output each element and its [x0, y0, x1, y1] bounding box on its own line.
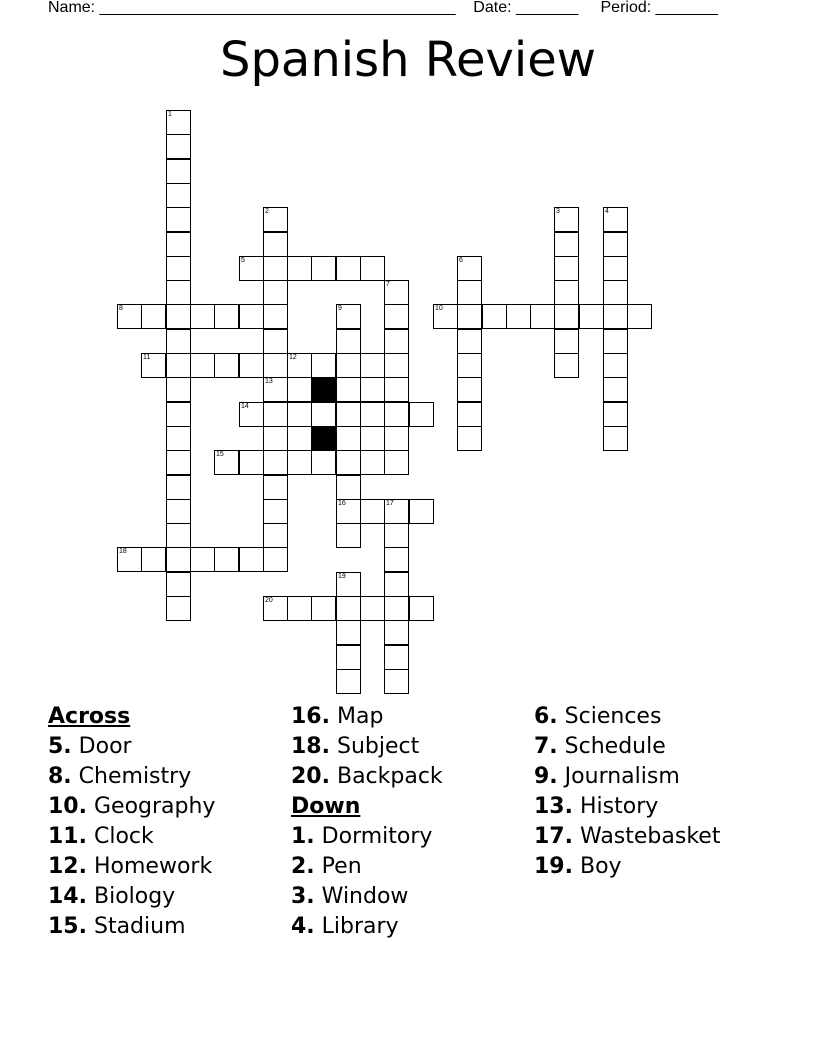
clue-text: Window: [321, 884, 409, 909]
clue-item: [48, 882, 215, 912]
clue-text: Dormitory: [321, 824, 433, 849]
grid-cell[interactable]: [336, 304, 361, 329]
clue-number: 13.: [534, 794, 573, 819]
clue-text: History: [579, 794, 659, 819]
grid-cell[interactable]: [263, 256, 288, 281]
grid-cell[interactable]: [336, 475, 361, 500]
grid-cell[interactable]: [603, 377, 628, 402]
grid-cell[interactable]: [287, 353, 312, 378]
grid-cell[interactable]: [336, 450, 361, 475]
clue-column-3: [534, 702, 720, 882]
grid-cell[interactable]: [384, 499, 409, 524]
grid-cell[interactable]: [263, 499, 288, 524]
clue-number-label: 10: [435, 305, 443, 312]
down-heading: Down: [291, 794, 361, 819]
grid-cell[interactable]: [360, 499, 385, 524]
grid-cell[interactable]: [311, 256, 336, 281]
clue-number-label: 3: [556, 208, 560, 215]
grid-cell[interactable]: [360, 353, 385, 378]
clue-number-label: 6: [459, 257, 463, 264]
clue-number: 16.: [291, 704, 330, 729]
grid-cell[interactable]: [287, 377, 312, 402]
clue-item: [48, 792, 215, 822]
grid-cell[interactable]: [166, 450, 191, 475]
page-title: Spanish Review: [219, 32, 597, 88]
clue-text: Journalism: [564, 764, 680, 789]
grid-cell[interactable]: [384, 620, 409, 645]
clue-number: 20.: [291, 764, 330, 789]
clue-number-label: 14: [241, 403, 249, 410]
clue-item: [48, 762, 215, 792]
clue-number: 3.: [291, 884, 315, 909]
grid-cell[interactable]: [457, 426, 482, 451]
grid-cell[interactable]: [336, 620, 361, 645]
clue-text: Homework: [93, 854, 213, 879]
grid-cell[interactable]: [603, 402, 628, 427]
grid-cell[interactable]: [603, 329, 628, 354]
grid-cell[interactable]: [360, 450, 385, 475]
clue-item: [534, 732, 720, 762]
grid-cell[interactable]: [166, 499, 191, 524]
grid-cell[interactable]: [263, 547, 288, 572]
clue-number: 10.: [48, 794, 87, 819]
grid-cell[interactable]: [263, 596, 288, 621]
grid-cell[interactable]: [190, 547, 215, 572]
grid-cell[interactable]: [166, 134, 191, 159]
grid-cell[interactable]: [603, 426, 628, 451]
grid-cell[interactable]: [384, 329, 409, 354]
grid-cell[interactable]: [384, 377, 409, 402]
clue-text: Backpack: [336, 764, 443, 789]
clue-number-label: 4: [605, 208, 609, 215]
grid-cell[interactable]: [166, 475, 191, 500]
grid-cell[interactable]: [603, 280, 628, 305]
grid-cell[interactable]: [457, 402, 482, 427]
clue-number-label: 9: [338, 305, 342, 312]
grid-cell[interactable]: [166, 377, 191, 402]
clue-number: 11.: [48, 824, 87, 849]
clue-text: Sciences: [564, 704, 662, 729]
grid-cell[interactable]: [263, 377, 288, 402]
grid-cell[interactable]: [190, 353, 215, 378]
clue-number: 1.: [291, 824, 315, 849]
black-square: [311, 426, 336, 451]
clue-text: Boy: [579, 854, 622, 879]
clue-number: 18.: [291, 734, 330, 759]
clue-item: [291, 702, 443, 732]
grid-cell[interactable]: [409, 596, 434, 621]
grid-cell[interactable]: [603, 304, 628, 329]
clue-item: [291, 882, 443, 912]
grid-cell[interactable]: [214, 353, 239, 378]
grid-cell[interactable]: [336, 256, 361, 281]
clue-item: [48, 852, 215, 882]
clue-item: [48, 822, 215, 852]
clue-number-label: 18: [119, 548, 127, 555]
clue-number: 12.: [48, 854, 87, 879]
grid-cell[interactable]: [603, 353, 628, 378]
grid-cell[interactable]: [627, 304, 652, 329]
clue-item: [534, 762, 720, 792]
grid-cell[interactable]: [336, 402, 361, 427]
grid-cell[interactable]: [457, 329, 482, 354]
grid-cell[interactable]: [360, 256, 385, 281]
grid-cell[interactable]: [384, 596, 409, 621]
grid-cell[interactable]: [554, 353, 579, 378]
grid-cell[interactable]: [263, 353, 288, 378]
grid-cell[interactable]: [554, 304, 579, 329]
grid-cell[interactable]: [214, 450, 239, 475]
grid-cell[interactable]: [287, 402, 312, 427]
grid-cell[interactable]: [554, 256, 579, 281]
clue-text: Pen: [321, 854, 362, 879]
grid-cell[interactable]: [336, 329, 361, 354]
grid-cell[interactable]: [336, 499, 361, 524]
grid-cell[interactable]: [384, 572, 409, 597]
clue-number-label: 20: [265, 597, 273, 604]
grid-cell[interactable]: [287, 450, 312, 475]
clue-column-1: [48, 702, 215, 942]
grid-cell[interactable]: [336, 353, 361, 378]
grid-cell[interactable]: [190, 304, 215, 329]
clue-text: Library: [321, 914, 399, 939]
grid-cell[interactable]: [336, 523, 361, 548]
clue-number: 9.: [534, 764, 558, 789]
grid-cell[interactable]: [166, 596, 191, 621]
clue-number: 8.: [48, 764, 72, 789]
clue-number-label: 12: [289, 354, 297, 361]
grid-cell[interactable]: [457, 377, 482, 402]
grid-cell[interactable]: [287, 596, 312, 621]
grid-cell[interactable]: [263, 207, 288, 232]
clue-number: 6.: [534, 704, 558, 729]
clue-item: [534, 822, 720, 852]
clue-item: [291, 732, 443, 762]
clue-text: Schedule: [564, 734, 666, 759]
clue-item: [291, 852, 443, 882]
clue-text: Stadium: [93, 914, 186, 939]
grid-cell[interactable]: [311, 402, 336, 427]
grid-cell[interactable]: [336, 645, 361, 670]
clue-text: Door: [78, 734, 132, 759]
grid-cell[interactable]: [336, 596, 361, 621]
clue-text: Wastebasket: [579, 824, 721, 849]
grid-cell[interactable]: [263, 280, 288, 305]
grid-cell[interactable]: [239, 547, 264, 572]
clue-number-label: 11: [143, 354, 151, 361]
grid-cell[interactable]: [384, 645, 409, 670]
grid-cell[interactable]: [263, 523, 288, 548]
grid-cell[interactable]: [166, 329, 191, 354]
clue-text: Clock: [93, 824, 154, 849]
grid-cell[interactable]: [263, 402, 288, 427]
grid-cell[interactable]: [166, 232, 191, 257]
grid-cell[interactable]: [239, 402, 264, 427]
grid-cell[interactable]: [166, 426, 191, 451]
grid-cell[interactable]: [239, 353, 264, 378]
grid-cell[interactable]: [117, 547, 142, 572]
clue-number-label: 15: [216, 451, 224, 458]
clue-number: 2.: [291, 854, 315, 879]
grid-cell[interactable]: [579, 304, 604, 329]
clue-number: 17.: [534, 824, 573, 849]
grid-cell[interactable]: [239, 256, 264, 281]
grid-cell[interactable]: [384, 669, 409, 694]
grid-cell[interactable]: [117, 304, 142, 329]
grid-cell[interactable]: [311, 596, 336, 621]
clue-number: 4.: [291, 914, 315, 939]
grid-cell[interactable]: [166, 183, 191, 208]
clue-item: [534, 852, 720, 882]
grid-cell[interactable]: [263, 329, 288, 354]
grid-cell[interactable]: [263, 426, 288, 451]
grid-cell[interactable]: [166, 110, 191, 135]
grid-cell[interactable]: [166, 159, 191, 184]
clue-number: 5.: [48, 734, 72, 759]
grid-cell[interactable]: [214, 304, 239, 329]
clue-item: [534, 702, 720, 732]
clue-number-label: 19: [338, 573, 346, 580]
grid-cell[interactable]: [336, 669, 361, 694]
grid-cell[interactable]: [311, 450, 336, 475]
grid-cell[interactable]: [482, 304, 507, 329]
grid-cell[interactable]: [384, 547, 409, 572]
clue-number-label: 17: [386, 500, 394, 507]
clue-column-2: [291, 702, 443, 942]
clue-number: 19.: [534, 854, 573, 879]
grid-cell[interactable]: [214, 547, 239, 572]
clue-number-label: 2: [265, 208, 269, 215]
clue-text: Biology: [93, 884, 176, 909]
grid-cell[interactable]: [166, 353, 191, 378]
clue-number-label: 16: [338, 500, 346, 507]
grid-cell[interactable]: [166, 280, 191, 305]
clue-number-label: 5: [241, 257, 245, 264]
grid-cell[interactable]: [603, 256, 628, 281]
clue-text: Map: [336, 704, 384, 729]
grid-cell[interactable]: [141, 353, 166, 378]
grid-cell[interactable]: [554, 280, 579, 305]
across-heading: Across: [48, 704, 131, 729]
clue-number-label: 7: [386, 281, 390, 288]
grid-cell[interactable]: [384, 450, 409, 475]
grid-cell[interactable]: [360, 596, 385, 621]
grid-cell[interactable]: [384, 523, 409, 548]
clue-item: [48, 732, 215, 762]
clue-item: [291, 912, 443, 942]
grid-cell[interactable]: [166, 402, 191, 427]
grid-cell[interactable]: [384, 304, 409, 329]
grid-cell[interactable]: [409, 402, 434, 427]
grid-cell[interactable]: [554, 329, 579, 354]
grid-cell[interactable]: [311, 353, 336, 378]
clue-number-label: 8: [119, 305, 123, 312]
grid-cell[interactable]: [263, 232, 288, 257]
clue-number: 14.: [48, 884, 87, 909]
grid-cell[interactable]: [141, 547, 166, 572]
grid-cell[interactable]: [263, 304, 288, 329]
grid-cell[interactable]: [239, 450, 264, 475]
clue-item: [48, 912, 215, 942]
clue-text: Geography: [93, 794, 216, 819]
grid-cell[interactable]: [263, 475, 288, 500]
clue-item: [534, 792, 720, 822]
grid-cell[interactable]: [360, 402, 385, 427]
grid-cell[interactable]: [360, 426, 385, 451]
clue-text: Subject: [336, 734, 420, 759]
grid-cell[interactable]: [166, 304, 191, 329]
grid-cell[interactable]: [360, 377, 385, 402]
grid-cell[interactable]: [336, 426, 361, 451]
grid-cell[interactable]: [141, 304, 166, 329]
grid-cell[interactable]: [384, 353, 409, 378]
grid-cell[interactable]: [166, 572, 191, 597]
grid-cell[interactable]: [263, 450, 288, 475]
grid-cell[interactable]: [457, 280, 482, 305]
grid-cell[interactable]: [506, 304, 531, 329]
clue-number: 7.: [534, 734, 558, 759]
grid-cell[interactable]: [457, 304, 482, 329]
grid-cell[interactable]: [166, 547, 191, 572]
black-square: [311, 377, 336, 402]
grid-cell[interactable]: [457, 353, 482, 378]
name-date-period-line: Name: ________________________________________ Date: _______ Period: _______: [48, 0, 718, 16]
clue-number-label: 13: [265, 378, 273, 385]
grid-cell[interactable]: [336, 572, 361, 597]
grid-cell[interactable]: [457, 256, 482, 281]
grid-cell[interactable]: [603, 207, 628, 232]
clue-item: [291, 822, 443, 852]
grid-cell[interactable]: [433, 304, 458, 329]
grid-cell[interactable]: [384, 402, 409, 427]
grid-cell[interactable]: [166, 207, 191, 232]
grid-cell[interactable]: [336, 377, 361, 402]
grid-cell[interactable]: [554, 232, 579, 257]
grid-cell[interactable]: [603, 232, 628, 257]
grid-cell[interactable]: [384, 280, 409, 305]
clue-number-label: 1: [168, 111, 172, 118]
clue-item: [291, 762, 443, 792]
grid-cell[interactable]: [166, 523, 191, 548]
grid-cell[interactable]: [287, 256, 312, 281]
grid-cell[interactable]: [530, 304, 555, 329]
clue-number: 15.: [48, 914, 87, 939]
grid-cell[interactable]: [409, 499, 434, 524]
grid-cell[interactable]: [554, 207, 579, 232]
grid-cell[interactable]: [384, 426, 409, 451]
clue-text: Chemistry: [78, 764, 192, 789]
grid-cell[interactable]: [239, 304, 264, 329]
grid-cell[interactable]: [287, 426, 312, 451]
grid-cell[interactable]: [166, 256, 191, 281]
